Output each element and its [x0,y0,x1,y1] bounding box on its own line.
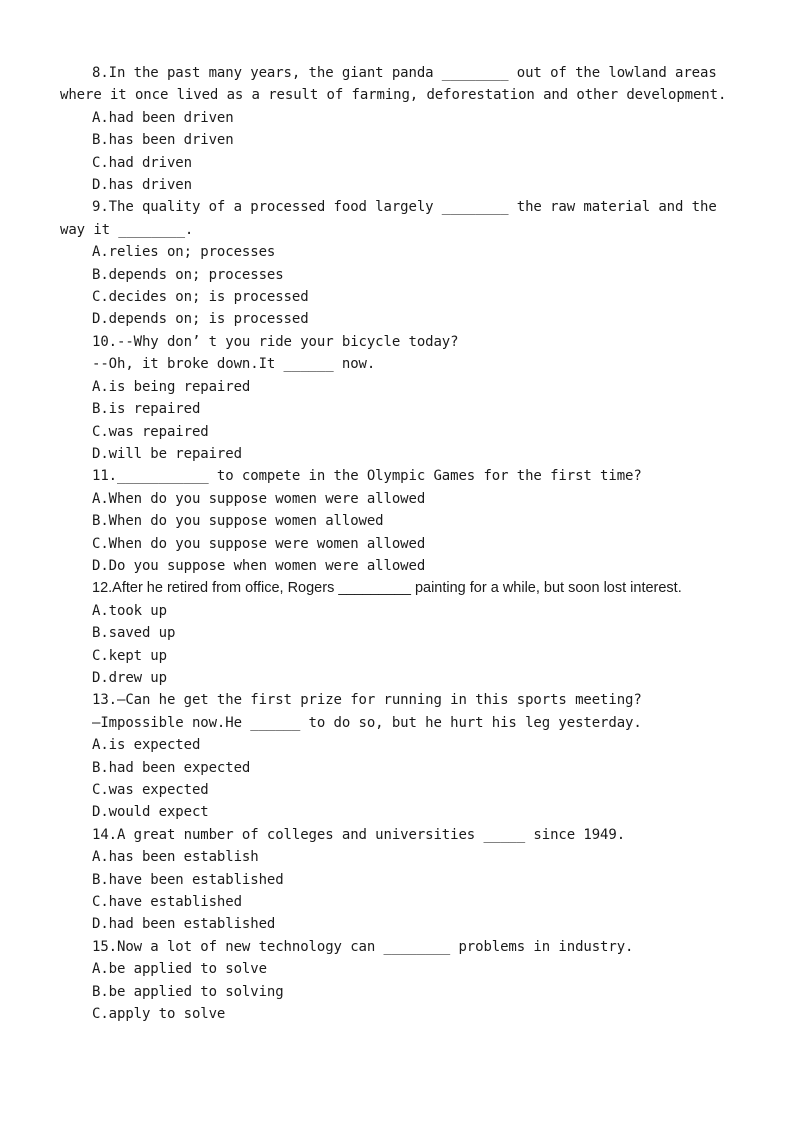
option-c: C.When do you suppose were women allowed [92,535,426,552]
option-b: B.When do you suppose women allowed [92,513,384,530]
question-12 [60,577,736,689]
option-d: D.will be repaired [92,445,242,462]
question-stem: 11.___________ to compete in the Olympic Games for the first time? [92,468,642,485]
option-b: B.is repaired [92,401,201,418]
question-13 [60,689,736,823]
option-c: C.was repaired [92,423,209,440]
question-stem-reply: --Oh, it broke down.It ______ now. [92,356,376,373]
option-d: D.has driven [92,177,192,194]
option-d: D.depends on; is processed [92,311,309,328]
question-11 [60,465,736,577]
option-b: B.had been expected [92,759,251,776]
question-stem: 8.In the past many years, the giant panda ________ out of the lowland areas where it once lived as a result of farming, deforestation and other development. [60,65,727,104]
question-stem: 14.A great number of colleges and universities _____ since 1949. [92,826,626,843]
option-c: C.apply to solve [92,1006,226,1023]
question-sheet [60,62,736,1025]
question-stem: 13.—Can he get the first prize for running in this sports meeting? [92,692,642,709]
option-a: A.took up [92,602,167,619]
question-stem: 12.After he retired from office, Rogers _________ painting for a while, but soon lost interest. [92,580,682,597]
option-b: B.depends on; processes [92,266,284,283]
option-a: A.had been driven [92,109,234,126]
option-c: C.kept up [92,647,167,664]
option-a: A.has been establish [92,849,259,866]
question-15 [60,936,736,1026]
option-a: A.relies on; processes [92,244,276,261]
option-c: C.decides on; is processed [92,289,309,306]
option-a: A.is being repaired [92,378,251,395]
question-stem-reply: —Impossible now.He ______ to do so, but he hurt his leg yesterday. [92,714,642,731]
question-stem: 15.Now a lot of new technology can ________ problems in industry. [92,938,634,955]
question-stem: 10.--Why don’ t you ride your bicycle today? [92,333,459,350]
option-b: B.has been driven [92,132,234,149]
option-b: B.have been established [92,871,284,888]
question-8 [60,62,736,196]
question-14 [60,824,736,936]
option-b: B.saved up [92,625,176,642]
option-c: C.had driven [92,154,192,171]
option-d: D.Do you suppose when women were allowed [92,557,426,574]
question-stem: 9.The quality of a processed food largely ________ the raw material and the way it ________. [60,199,725,238]
option-b: B.be applied to solving [92,983,284,1000]
option-d: D.had been established [92,916,276,933]
question-10 [60,331,736,465]
option-a: A.be applied to solve [92,961,267,978]
option-c: C.was expected [92,782,209,798]
option-a: A.When do you suppose women were allowed [92,490,426,507]
option-d: D.drew up [92,669,167,686]
option-d: D.would expect [92,804,209,821]
question-9 [60,196,736,330]
option-c: C.have established [92,894,242,911]
option-a: A.is expected [92,737,201,754]
